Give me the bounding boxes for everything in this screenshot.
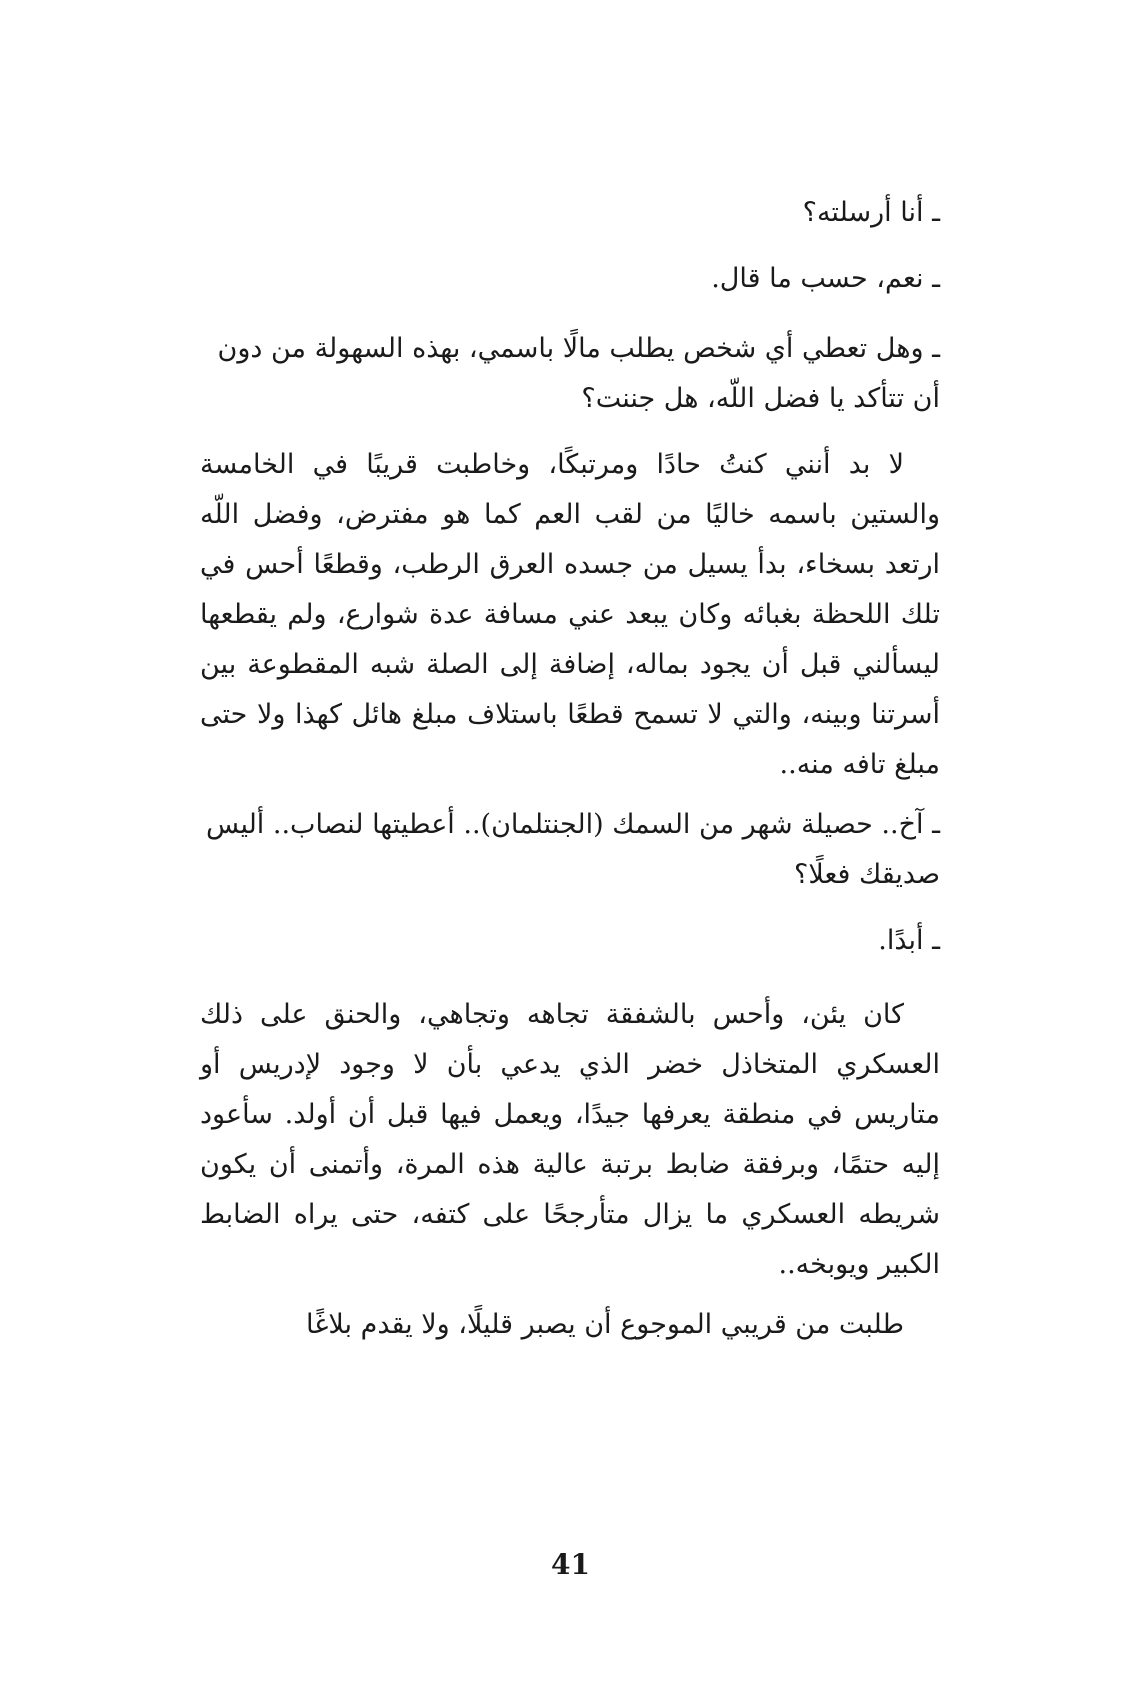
dialogue-line-5: ـ أبدًا. <box>878 925 940 956</box>
paragraph-1: لا بد أنني كنتُ حادًا ومرتبكًا، وخاطبت قريبًا في الخامسة والستين باسمه خاليًا من لقب العم كما هو مفترض، وفضل اللّه ارتعد بسخاء، بدأ يسيل من جسده العرق الرطب، وقطعًا أحس في تلك اللحظة بغبائه وكان يبعد عني مسافة عدة شوارع، ولم يقطعها ليسألني قبل أن يجود بماله، إضافة إلى الصلة شبه المقطوعة بين أسرتنا وبينه، والتي لا تسمح قطعًا باستلاف مبلغ هائل كهذا ولا حتى مبلغ تافه منه.. <box>200 449 940 780</box>
dialogue-line-1: ـ أنا أرسلته؟ <box>802 197 940 228</box>
paragraph-2: كان يئن، وأحس بالشفقة تجاهه وتجاهي، والحنق على ذلك العسكري المتخاذل خضر الذي يدعي بأن لا وجود لإدريس أو متاريس في منطقة يعرفها جيدًا، ويعمل فيها قبل أن أولد. سأعود إليه حتمًا، وبرفقة ضابط برتبة عالية هذه المرة، وأتمنى أن يكون شريطه العسكري ما يزال متأرجحًا على كتفه، حتى يراه الضابط الكبير ويوبخه.. <box>200 999 940 1280</box>
page-number: 41 <box>551 1548 590 1581</box>
dialogue-line-4: ـ آخ.. حصيلة شهر من السمك (الجنتلمان).. أعطيتها لنصاب.. أليس صديقك فعلًا؟ <box>206 809 940 890</box>
paragraph-3: طلبت من قريبي الموجوع أن يصبر قليلًا، ولا يقدم بلاغًا <box>306 1309 904 1340</box>
dialogue-line-3: ـ وهل تعطي أي شخص يطلب مالًا باسمي، بهذه السهولة من دون أن تتأكد يا فضل اللّه، هل جننت؟ <box>217 333 940 414</box>
dialogue-line-2: ـ نعم، حسب ما قال. <box>711 263 940 294</box>
